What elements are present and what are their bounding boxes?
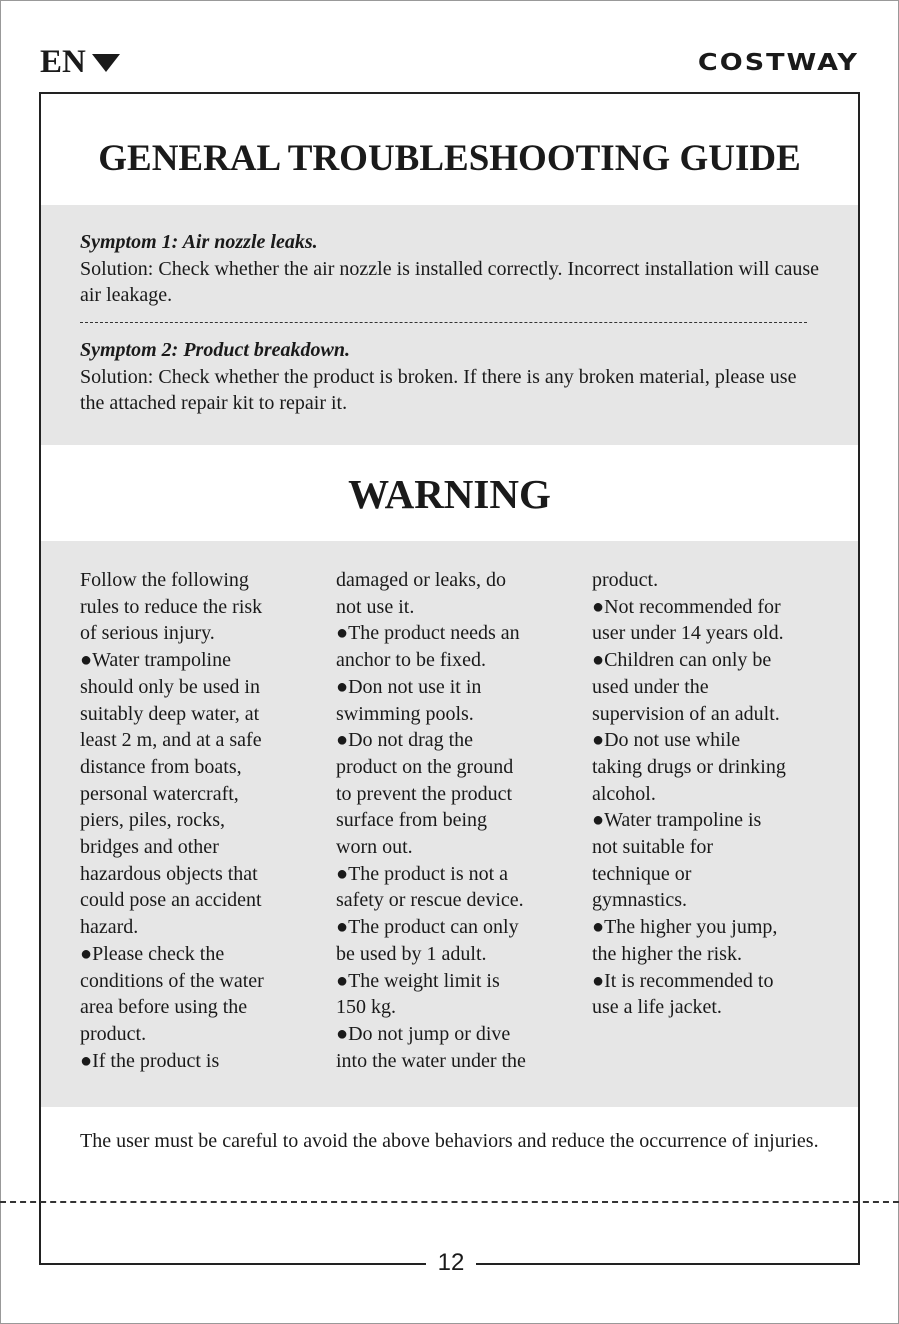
divider [80, 322, 807, 323]
warning-column-1: Follow the following rules to reduce the risk of serious injury. ●Water trampoline should only be used in suitably deep water, at least 2 m, and at a safe distance from boats, personal watercraft, piers, piles, rocks, bridges and other hazardous objects that could pose an accident hazard. ●Please check the conditions of the water area before using the product. ●If the product is [80, 569, 264, 1072]
language-label: EN [40, 44, 86, 80]
symptom-heading: Symptom 2: Product breakdown. [80, 339, 351, 361]
warning-column-3: product. ●Not recommended for user under 14 years old. ●Children can only be used under the supervision of an adult. ●Do not use while taking drugs or drinking alcohol. ●Water trampoline is not suitable for technique or gymnastics. ●The higher you jump, the higher the risk. ●It is recommended to use a life jacket. [592, 569, 786, 1019]
solution-text: Solution: Check whether the air nozzle is installed correctly. Incorrect installation will cause air leakage. [80, 257, 820, 307]
brand-logo: COSTWAY [697, 49, 859, 76]
symptom-heading: Symptom 1: Air nozzle leaks. [80, 231, 318, 253]
divider [0, 1201, 899, 1203]
troubleshooting-title: GENERAL TROUBLESHOOTING GUIDE [98, 138, 801, 179]
solution-text: Solution: Check whether the product is broken. If there is any broken material, please use the attached repair kit to repair it. [80, 365, 797, 415]
troubleshooting-item-2 [80, 337, 820, 417]
footer-note: The user must be careful to avoid the above behaviors and reduce the occurrence of injuries. [80, 1130, 819, 1152]
page-number: 12 [426, 1246, 476, 1280]
troubleshooting-item-1 [80, 229, 820, 309]
warning-title: WARNING [348, 471, 551, 517]
warning-column-2: damaged or leaks, do not use it. ●The product needs an anchor to be fixed. ●Don not use it in swimming pools. ●Do not drag the product on the ground to prevent the product surface from being worn out. ●The product is not a safety or rescue device. ●The product can only be used by 1 adult. ●The weight limit is 150 kg. ●Do not jump or dive into the water under the [336, 569, 526, 1072]
triangle-down-icon [92, 54, 120, 72]
language-indicator [40, 44, 120, 80]
